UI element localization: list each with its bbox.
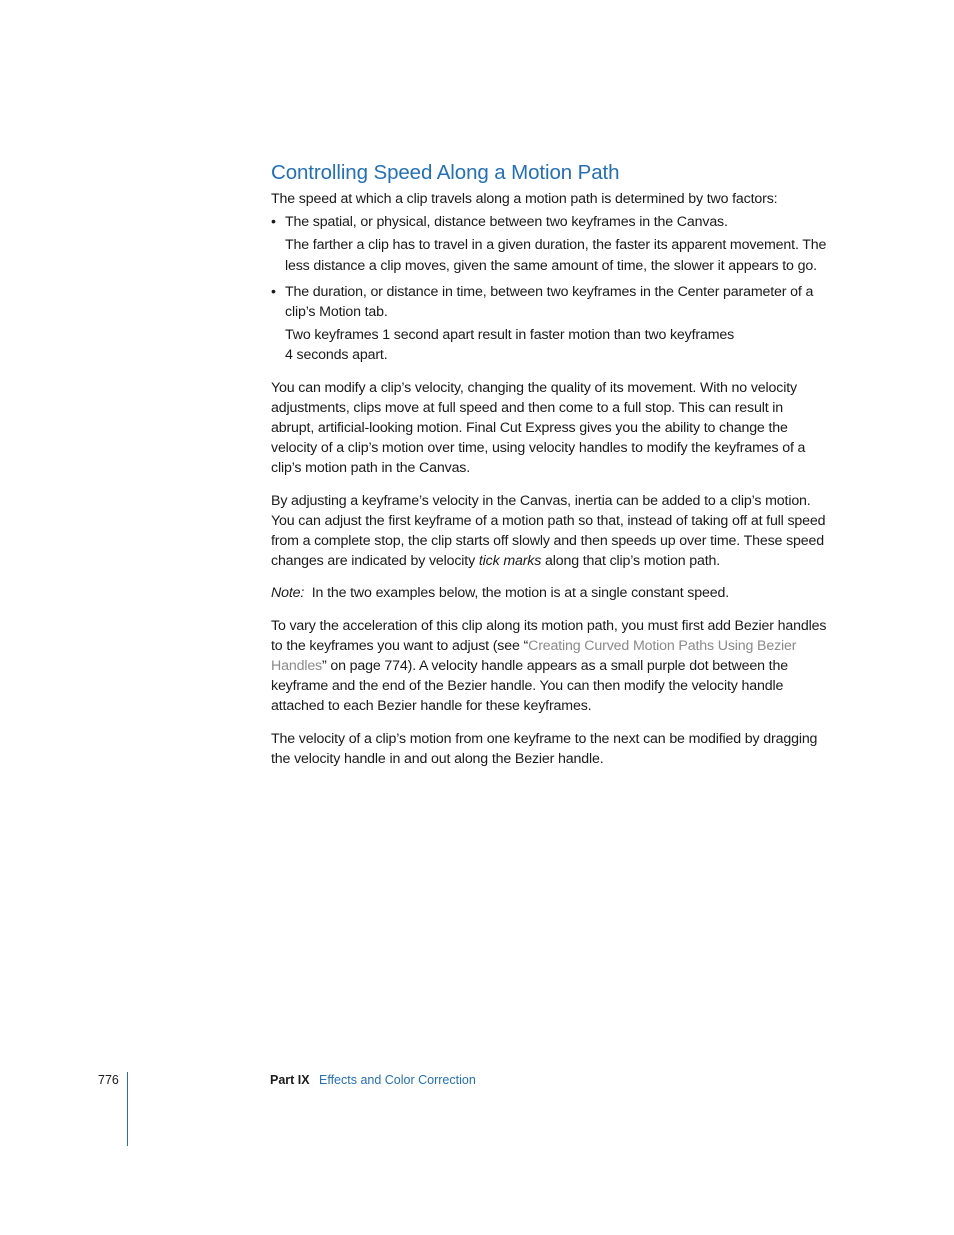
detail-line: Two keyframes 1 second apart result in faster motion than two keyframes — [285, 327, 735, 344]
section-heading: Controlling Speed Along a Motion Path — [271, 161, 620, 184]
note-label: Note: — [271, 585, 305, 602]
cross-reference-link[interactable]: Creating Curved Motion Paths Using Bezier Handles — [271, 637, 797, 675]
note-text: In the two examples below, the motion is at a single constant speed. — [304, 585, 730, 602]
inertia-paragraph — [271, 491, 827, 572]
velocity-handle-paragraph: The velocity of a clip’s motion from one keyframe to the next can be modified by dragging the velocity handle in and out along the Bezier handle. — [271, 730, 818, 767]
bullet-text: The duration, or distance in time, between two keyframes in the Center parameter of a clip’s Motion tab. — [285, 283, 814, 321]
paragraph-text: To vary the acceleration of this clip along its motion path, you must first add Bezier handles to the keyframes you want to adjust (see “ — [271, 617, 827, 654]
detail-line: 4 seconds apart. — [285, 347, 388, 364]
bullet-text: The spatial, or physical, distance between two keyframes in the Canvas. — [285, 214, 728, 231]
footer-part-label: Part IX — [270, 1073, 310, 1087]
page-content — [271, 161, 827, 769]
term-tick-marks: tick marks — [478, 553, 542, 570]
paragraph-text: By adjusting a keyframe’s velocity in the Canvas, inertia can be added to a clip’s motion. You can adjust the first keyframe of a motion path so that, instead of taking off at full speed from a complete stop, the clip starts off slowly and then speeds up over time. These speed changes are indicated by velocity — [271, 492, 826, 570]
footer-divider — [127, 1072, 128, 1146]
footer-chapter-link[interactable]: Effects and Color Correction — [319, 1073, 476, 1087]
note-paragraph — [271, 583, 827, 603]
page-number: 776 — [98, 1073, 119, 1087]
velocity-paragraph: You can modify a clip’s velocity, changing the quality of its movement. With no velocity adjustments, clips move at full speed and then come to a full stop. This can result in abrupt, artificial-looking motion. Final Cut Express gives you the ability to change the velocity of a clip’s motion over time, using velocity handles to modify the keyframes of a clip’s motion path in the Canvas. — [271, 379, 806, 477]
bullet-item-spatial — [271, 212, 827, 232]
acceleration-paragraph — [271, 616, 827, 717]
paragraph-text: ” on page 774). A velocity handle appears as a small purple dot between the keyframe and the end of the Bezier handle. You can then modify the velocity handle attached to each Bezier handle for these keyframes. — [271, 658, 788, 715]
bullet-detail-spatial: The farther a clip has to travel in a given duration, the faster its apparent movement. The less distance a clip moves, given the same amount of time, the slower it appears to go. — [285, 237, 827, 274]
paragraph-text: along that clip’s motion path. — [541, 553, 721, 570]
bullet-glyph: • — [271, 283, 276, 300]
bullet-item-duration — [271, 282, 827, 322]
bullet-glyph: • — [271, 214, 276, 231]
bullet-detail-duration — [271, 325, 827, 365]
intro-paragraph: The speed at which a clip travels along a motion path is determined by two factors: — [271, 191, 778, 207]
